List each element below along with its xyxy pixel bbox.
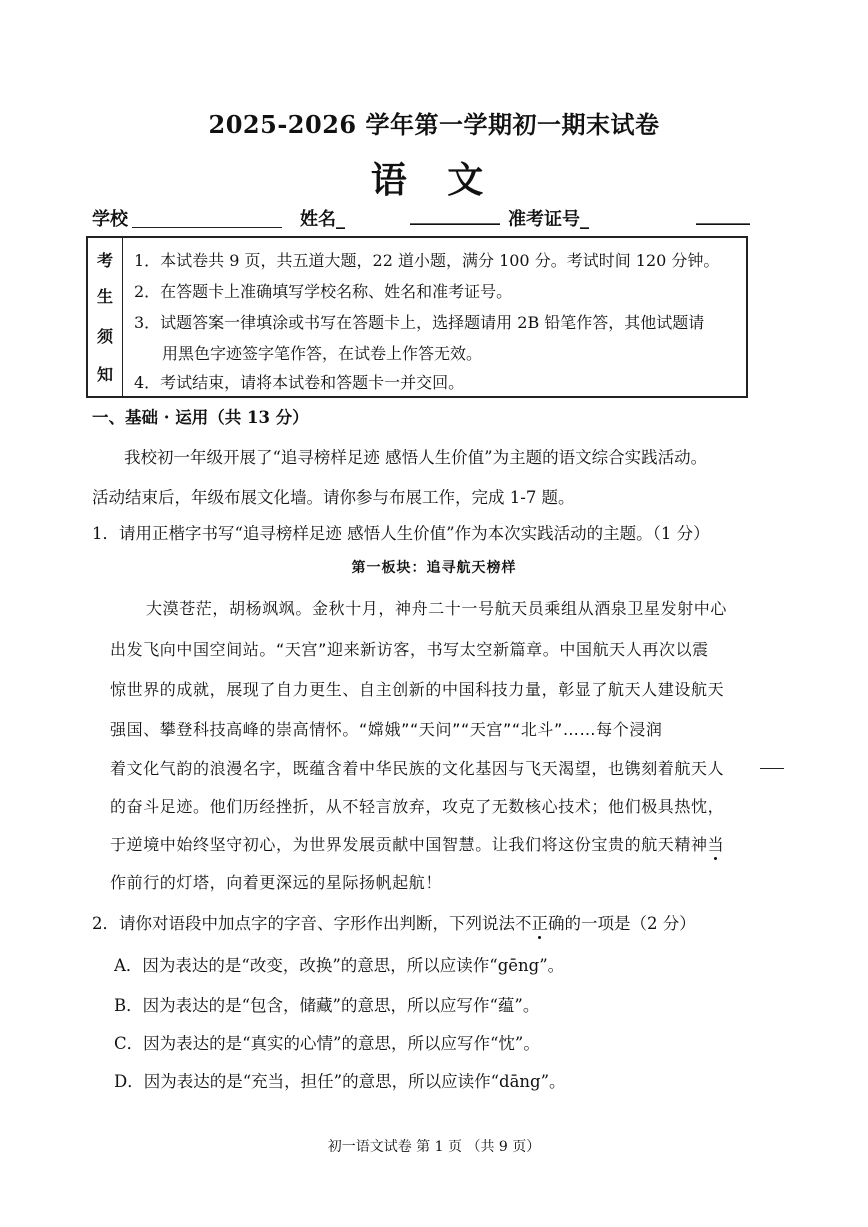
name-label: 姓名_ [300,209,345,230]
passage-line: 强国、攀登科技高峰的崇高情怀。“嫦娥”“天问”“天宫”“北斗”……每个浸润 [110,720,663,739]
name-blank: __________ [410,205,500,226]
passage-line: 出发飞向中国空间站。“天宫”迎来新访客，书写太空新篇章。中国航天人再次以震 [110,640,709,659]
notice-side-char: 考 [96,251,113,270]
student-info-row [92,205,762,231]
school-label: 学校 [92,209,128,230]
school-blank-line [132,227,282,228]
notice-item: 3．试题答案一律填涂或书写在答题卡上，选择题请用 2B 铅笔作答，其他试题请 [134,313,705,332]
option-a: A．因为表达的是“改变，改换”的意思，所以应读作“gēng”。 [114,956,565,975]
exam-id-blank: ______ [696,205,750,226]
emphasis-text: 不正确 [515,914,565,933]
page-footer: 初一语文试卷 第 1 页 （共 9 页） [327,1139,541,1155]
intro-paragraph-line: 活动结束后，年级布展文化墙。请你参与布展工作，完成 1-7 题。 [92,488,575,507]
passage-blank-line [760,768,784,769]
intro-paragraph-line: 我校初一年级开展了“追寻榜样足迹 感悟人生价值”为主题的语文综合实践活动。 [124,448,708,467]
passage-line-text: 于逆境中始终坚守初心，为世界发展贡献中国智慧。让我们将这份宝贵的航天精神 [110,835,708,854]
notice-item: 1．本试卷共 9 页，共五道大题，22 道小题，满分 100 分。考试时间 120 分钟。 [134,251,720,270]
section-heading: 一、基础 · 运用（共 13 分） [92,408,309,427]
question-2 [92,910,696,934]
block-title: 第一板块：追寻航天榜样 [351,560,517,576]
exam-title: 2025-2026 学年第一学期初一期末试卷 [208,110,660,139]
passage-line: 着文化气韵的浪漫名字，既蕴含着中华民族的文化基因与飞天渴望，也镌刻着航天人 [110,759,725,778]
option-d: D．因为表达的是“充当，担任”的意思，所以应读作“dāng”。 [114,1072,566,1091]
passage-line [110,832,724,855]
notice-item: 4．考试结束，请将本试卷和答题卡一并交回。 [134,373,465,392]
notice-item: 2．在答题卡上准确填写学校名称、姓名和准考证号。 [134,282,513,301]
question-2-tail: 的一项是（2 分） [564,914,696,933]
notice-side-char: 生 [96,287,113,306]
notice-side-label [88,238,123,396]
option-b: B．因为表达的是“包含，储藏”的意思，所以应写作“蕴”。 [114,996,540,1015]
passage-line: 惊世界的成就，展现了自力更生、自主创新的中国科技力量，彰显了航天人建设航天 [110,680,725,699]
exam-id-label: 准考证号_ [508,209,589,230]
notice-item-continued: 用黑色字迹签字笔作答，在试卷上作答无效。 [162,344,483,363]
passage-line: 作前行的灯塔，向着更深远的星际扬帆起航！ [110,873,443,892]
notice-side-char: 须 [96,327,113,346]
candidate-notice-box [86,236,748,398]
notice-side-char: 知 [96,365,113,384]
question-1: 1．请用正楷字书写“追寻榜样足迹 感悟人生价值”作为本次实践活动的主题。（1 分） [92,524,710,543]
subject-title: 语 文 [370,159,498,201]
option-c: C．因为表达的是“真实的心情”的意思，所以应写作“忱”。 [114,1034,540,1053]
dotted-char: 当 [707,835,725,854]
question-2-stem: 2．请你对语段中加点字的字音、字形作出判断，下列说法 [92,914,515,933]
passage-line: 的奋斗足迹。他们历经挫折，从不轻言放弃，攻克了无数核心技术；他们极具热忱， [110,797,725,816]
passage-line: 大漠苍茫，胡杨飒飒。金秋十月，神舟二十一号航天员乘组从酒泉卫星发射中心 [146,599,728,618]
